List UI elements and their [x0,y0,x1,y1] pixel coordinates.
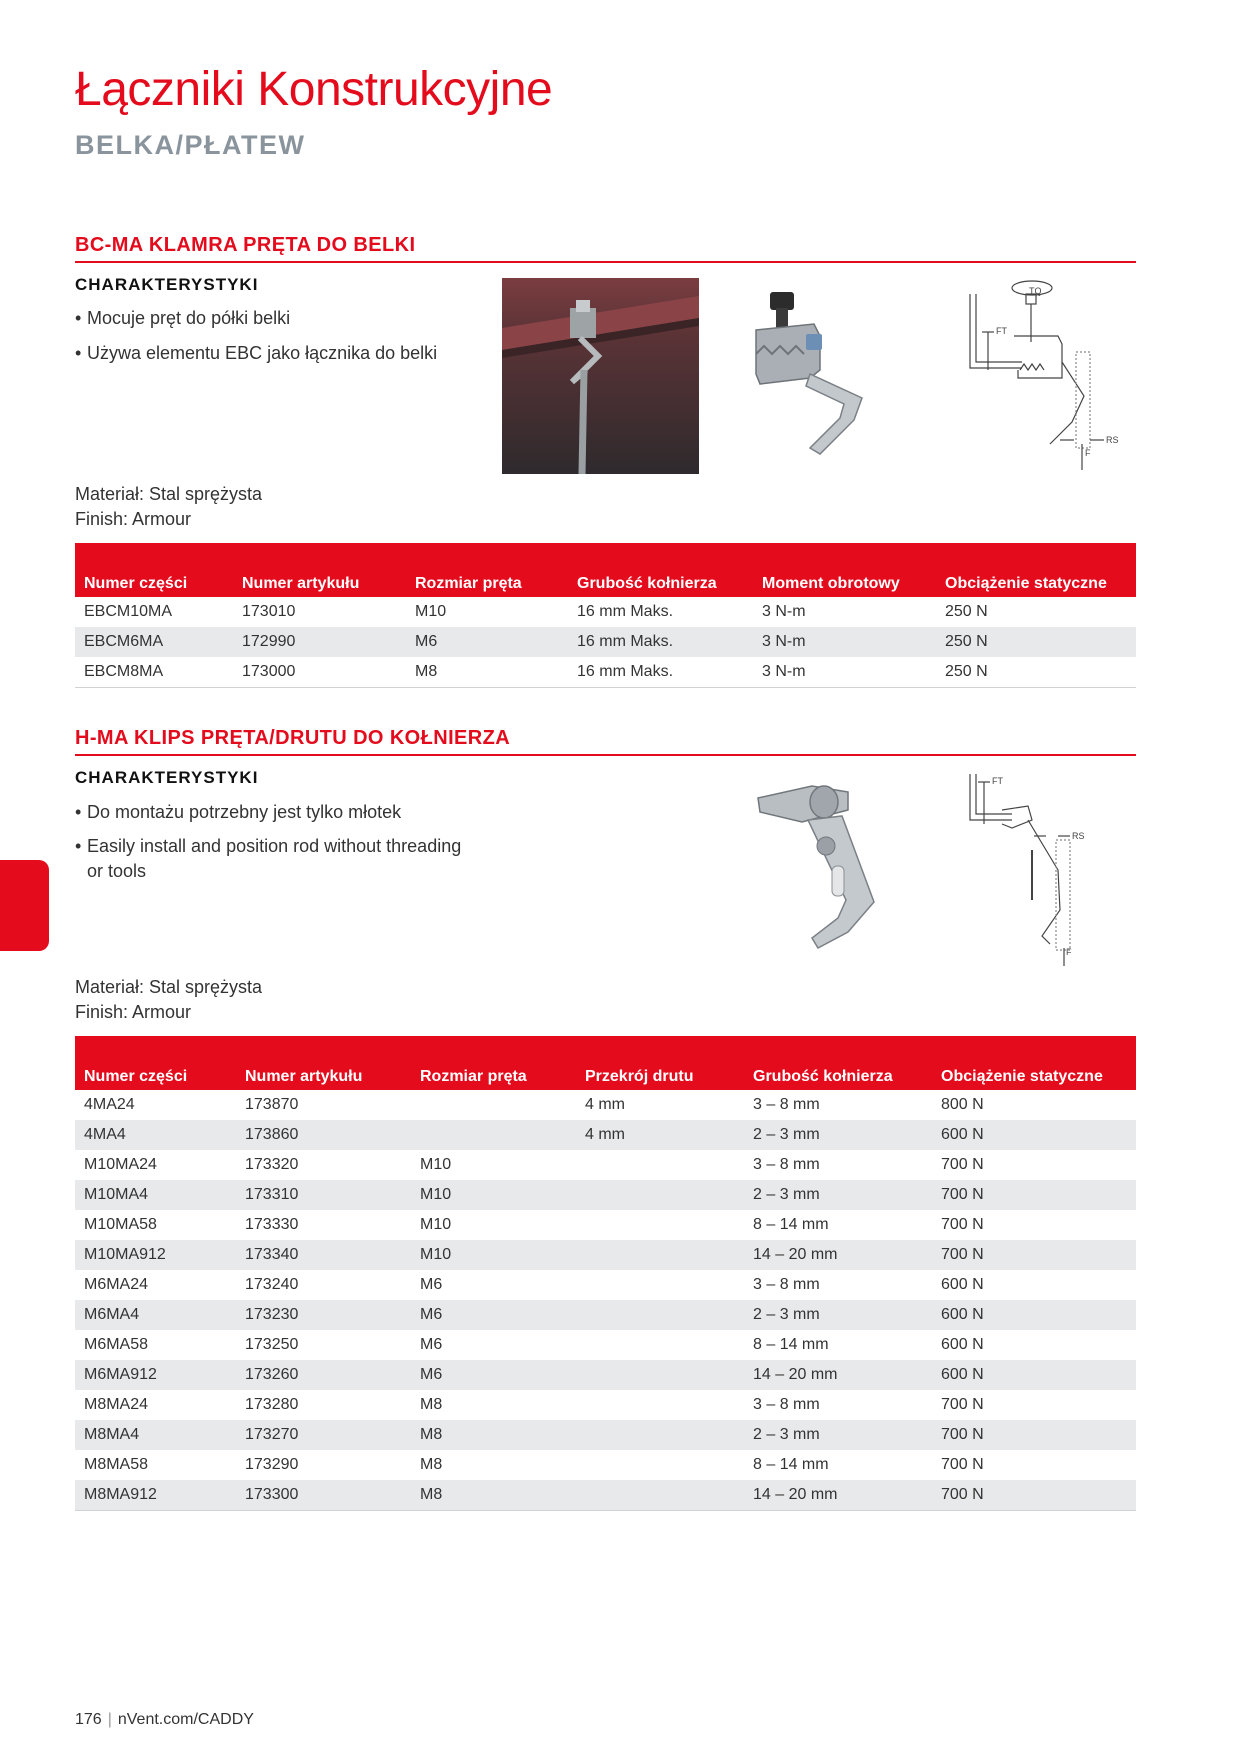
table-cell: 700 N [932,1240,1136,1270]
table-cell: EBCM6MA [75,627,233,657]
table-cell [576,1180,744,1210]
column-header: Obciążenie statyczne [941,1068,1103,1085]
table-cell: 173860 [236,1120,411,1150]
table-cell [576,1210,744,1240]
table-row [75,1180,1136,1210]
table-cell: 700 N [941,1396,984,1413]
table-row [75,1120,1136,1150]
column-header: Numer artykułu [242,575,360,592]
table-cell: M8MA24 [84,1396,149,1413]
footer-separator: | [107,1711,112,1728]
table-cell: M8 [411,1480,576,1511]
bc-ma-product-image [750,288,870,460]
table-row [75,1240,1136,1270]
table-cell: 600 N [941,1336,984,1353]
table-cell: 173240 [245,1276,299,1293]
table-cell: 250 N [936,657,1136,688]
section2-material: Materiał: Stal sprężysta [75,977,263,997]
table-cell: 600 N [932,1120,1136,1150]
bc-ma-installation-diagram [962,280,1137,475]
table-cell: 173310 [236,1180,411,1210]
table-cell: M10 [420,1156,452,1173]
table-cell: 173250 [245,1336,299,1353]
table-cell: M10 [411,1180,576,1210]
table-cell [576,1330,744,1360]
section1-char-label: CHARAKTERYSTYKI [75,275,259,294]
section2-title: H-MA KLIPS PRĘTA/DRUTU DO KOŁNIERZA [75,727,511,749]
table-cell: M8 [411,1420,576,1450]
table-cell: 3 – 8 mm [753,1096,820,1113]
table-cell: 3 – 8 mm [753,1156,820,1173]
column-header: Rozmiar pręta [415,575,522,592]
table-cell: M6 [411,1360,576,1390]
table-cell: 250 N [936,627,1136,657]
page-title: Łączniki Konstrukcyjne [75,63,553,116]
table-cell: 8 – 14 mm [753,1456,829,1473]
section1-bullet: • Mocuje pręt do półki belki [75,308,291,328]
section2-finish: Finish: Armour [75,1002,192,1022]
table-cell: 173290 [245,1456,299,1473]
table-row [75,1480,1136,1511]
column-header: Numer artykułu [245,1068,363,1085]
table-cell: 173870 [245,1096,299,1113]
table-cell: M6 [406,627,568,657]
table-cell: M6MA4 [75,1300,236,1330]
table-cell: 173300 [236,1480,411,1511]
table-cell: M8 [420,1396,443,1413]
table-cell: M8 [420,1456,443,1473]
column-header: Grubość kołnierza [577,575,717,592]
table-cell: 700 N [941,1216,984,1233]
table-cell: M10MA58 [84,1216,157,1233]
table-cell: 700 N [932,1480,1136,1511]
table-cell: M6MA24 [84,1276,149,1293]
diagram-label-ft: FT [996,326,1007,336]
table-cell: 173010 [242,603,296,620]
table-cell: 3 N-m [762,603,806,620]
table-cell: EBCM8MA [75,657,233,688]
table-cell: 700 N [941,1456,984,1473]
table-row [75,1390,1136,1420]
table-cell [411,1120,576,1150]
table-row [75,1420,1136,1450]
table-cell: EBCM10MA [84,603,173,620]
table-cell: M10 [411,1240,576,1270]
table-cell: M6MA912 [75,1360,236,1390]
table-cell: 4 mm [585,1096,625,1113]
table-row [75,657,1136,688]
bc-ma-installed-photo [502,278,699,474]
table-cell: 16 mm Maks. [568,657,753,688]
h-ma-installation-diagram [962,770,1102,970]
table-cell: 173340 [236,1240,411,1270]
section2-rule [75,754,1136,756]
section1-spec-table [75,543,1136,688]
table-cell: 700 N [932,1420,1136,1450]
table-cell: M8MA58 [84,1456,149,1473]
table-cell: 600 N [941,1276,984,1293]
table-cell: M6MA58 [84,1336,149,1353]
page-footer [75,1711,254,1729]
table-cell: 16 mm Maks. [577,603,674,620]
section1-finish: Finish: Armour [75,509,192,529]
table-cell: 2 – 3 mm [744,1180,932,1210]
table-cell: 2 – 3 mm [744,1120,932,1150]
table-row [75,1150,1136,1180]
table-cell: M8 [406,657,568,688]
table-cell: M10MA24 [84,1156,157,1173]
section1-bullet: • Używa elementu EBC jako łącznika do belki [75,343,438,363]
table-cell: 173230 [236,1300,411,1330]
column-header: Moment obrotowy [762,575,900,592]
table-cell: 250 N [945,603,988,620]
column-header: Grubość kołnierza [753,1068,893,1085]
page-number: 176 [75,1711,102,1728]
table-cell: 4MA24 [84,1096,135,1113]
diagram-label-tq: TQ [1029,286,1042,296]
table-cell [411,1090,576,1120]
table-row [75,1270,1136,1300]
table-cell: 600 N [932,1360,1136,1390]
section1-title: BC-MA KLAMRA PRĘTA DO BELKI [75,234,416,256]
table-cell [576,1390,744,1420]
table-cell [576,1360,744,1390]
table-cell: M10MA4 [75,1180,236,1210]
table-cell: 2 – 3 mm [744,1420,932,1450]
table-cell: M10 [415,603,447,620]
table-cell: 173320 [245,1156,299,1173]
diagram-label-f: F [1085,448,1091,458]
table-row [75,1300,1136,1330]
table-cell: 14 – 20 mm [744,1240,932,1270]
table-cell: 173270 [236,1420,411,1450]
footer-url[interactable]: nVent.com/CADDY [117,1711,254,1728]
table-row [75,597,1136,627]
table-cell [576,1270,744,1300]
column-header: Numer części [84,1068,188,1085]
table-cell: 600 N [932,1300,1136,1330]
diagram-label-ft: FT [992,776,1003,786]
section2-bullet: • Easily install and position rod without threading or tools [75,836,462,881]
column-header: Obciążenie statyczne [945,575,1107,592]
table-cell: M6 [420,1276,443,1293]
table-cell: 173330 [245,1216,299,1233]
table-cell: M8MA4 [75,1420,236,1450]
table-cell: 8 – 14 mm [753,1216,829,1233]
table-cell [576,1480,744,1511]
table-cell: 700 N [941,1156,984,1173]
column-header: Przekrój drutu [585,1068,694,1085]
diagram-label-f: F [1066,947,1072,957]
table-cell: 16 mm Maks. [568,627,753,657]
section2-spec-table [75,1036,1136,1511]
diagram-label-rs: RS [1106,435,1119,445]
h-ma-product-image [752,782,884,952]
column-header: Numer części [84,575,188,592]
table-cell: 172990 [233,627,406,657]
section1-material: Materiał: Stal sprężysta [75,484,263,504]
table-cell: 3 – 8 mm [753,1276,820,1293]
table-cell [576,1300,744,1330]
side-tab-marker [0,860,49,951]
table-cell: M6 [420,1336,443,1353]
table-cell: 173000 [233,657,406,688]
table-row [75,1450,1136,1480]
table-cell: 4 mm [576,1120,744,1150]
table-cell: M10 [420,1216,452,1233]
table-cell [576,1420,744,1450]
table-cell: 8 – 14 mm [753,1336,829,1353]
table-row [75,1090,1136,1120]
table-row [75,1330,1136,1360]
table-cell: 14 – 20 mm [744,1480,932,1511]
table-cell: 3 – 8 mm [753,1396,820,1413]
table-cell [576,1240,744,1270]
table-row [75,627,1136,657]
section1-rule [75,261,1136,263]
table-header-row [75,1036,1136,1090]
table-cell: 800 N [941,1096,984,1113]
section2-bullet: • Do montażu potrzebny jest tylko młotek [75,802,402,822]
table-cell: 173280 [245,1396,299,1413]
table-cell: M6 [411,1300,576,1330]
table-cell: M10MA912 [75,1240,236,1270]
table-cell [576,1450,744,1480]
page-subtitle: BELKA/PŁATEW [75,130,306,160]
table-cell: 3 N-m [753,657,936,688]
column-header: Rozmiar pręta [420,1068,527,1085]
section2-char-label: CHARAKTERYSTYKI [75,768,259,787]
table-header-row [75,543,1136,597]
diagram-label-rs: RS [1072,831,1085,841]
table-cell: 4MA4 [75,1120,236,1150]
table-cell: 2 – 3 mm [744,1300,932,1330]
table-cell: 14 – 20 mm [744,1360,932,1390]
table-row [75,1360,1136,1390]
table-cell: 173260 [236,1360,411,1390]
table-cell: 700 N [932,1180,1136,1210]
table-row [75,1210,1136,1240]
table-cell: 3 N-m [753,627,936,657]
table-cell: M8MA912 [75,1480,236,1511]
table-cell [576,1150,744,1180]
